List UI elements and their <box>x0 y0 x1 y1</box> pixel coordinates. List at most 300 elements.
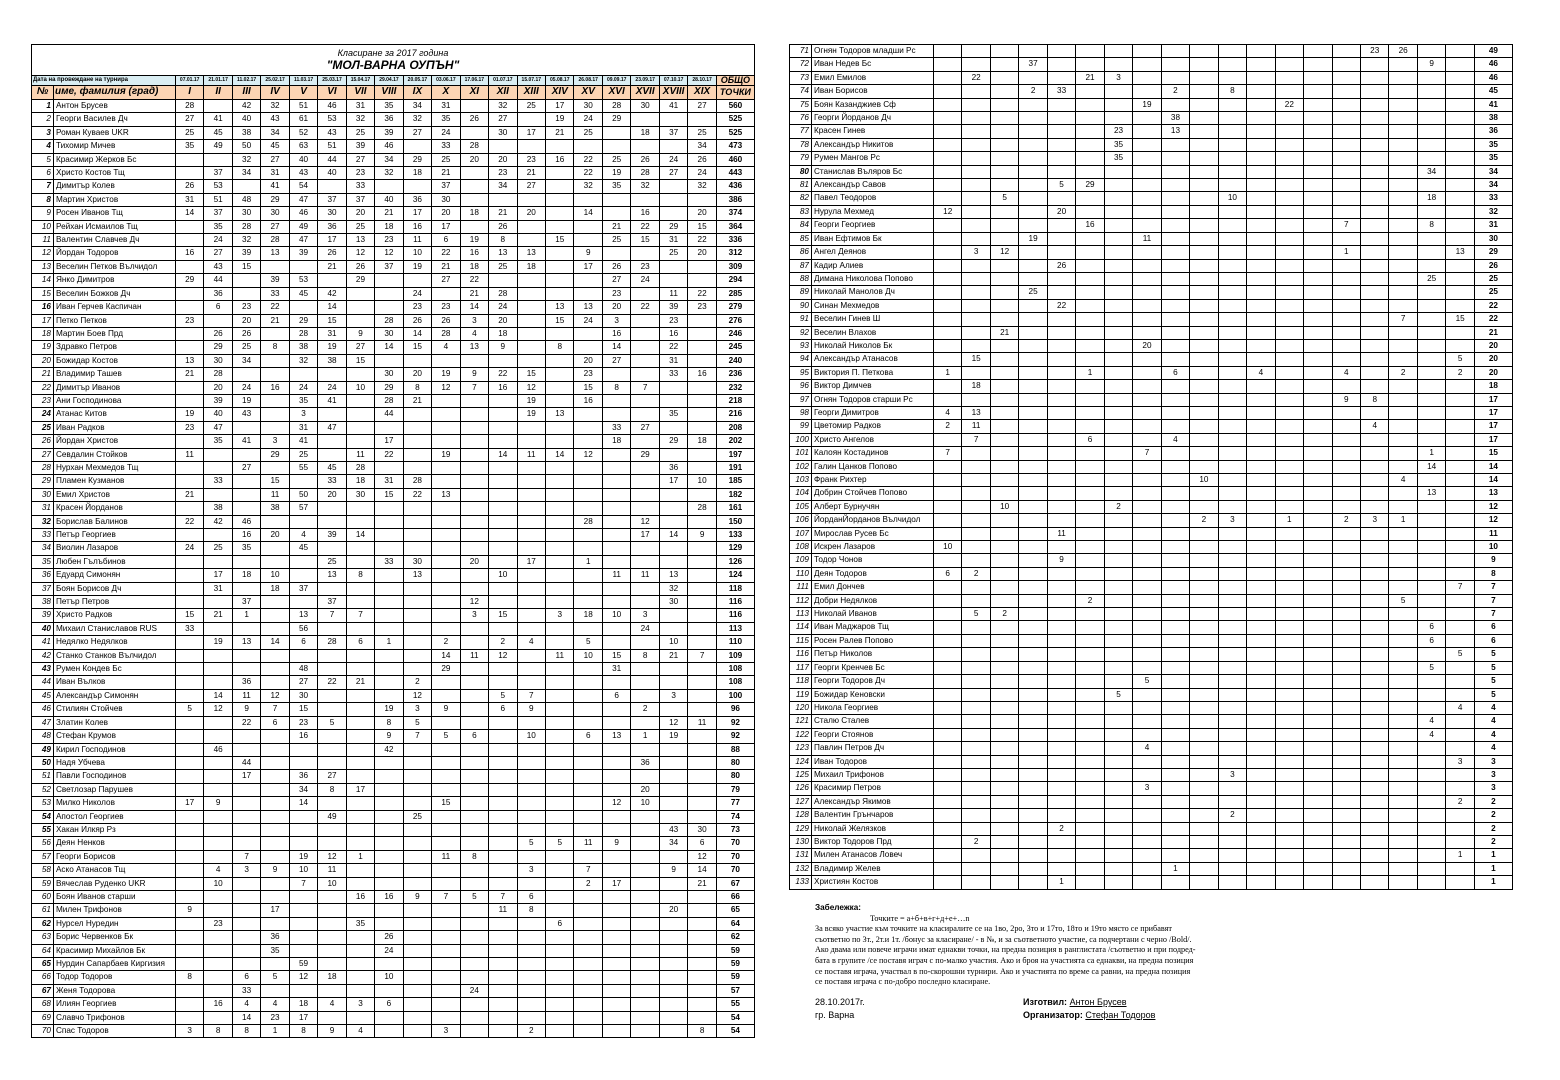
round-points <box>574 743 602 756</box>
round-points <box>602 904 630 917</box>
round-points: 22 <box>1275 98 1303 111</box>
round-points <box>1275 755 1303 768</box>
round-points <box>1133 715 1161 728</box>
round-points <box>1190 286 1218 299</box>
round-points <box>1247 219 1275 232</box>
round-points <box>1019 406 1047 419</box>
round-points <box>1161 755 1189 768</box>
row-number: 129 <box>790 822 812 835</box>
total-points: 74 <box>716 810 754 823</box>
round-points <box>962 393 990 406</box>
round-points <box>990 406 1018 419</box>
table-row <box>32 904 755 917</box>
table-row <box>790 219 1513 232</box>
round-points <box>962 755 990 768</box>
row-number: 110 <box>790 567 812 580</box>
round-points <box>546 569 574 582</box>
round-points: 6 <box>688 837 716 850</box>
round-points <box>546 394 574 407</box>
round-points <box>1076 554 1104 567</box>
row-number: 104 <box>790 487 812 500</box>
round-points: 41 <box>232 435 260 448</box>
round-points: 28 <box>432 327 460 340</box>
round-points: 19 <box>318 341 346 354</box>
round-points <box>1019 715 1047 728</box>
round-points <box>1275 648 1303 661</box>
round-points: 14 <box>375 341 403 354</box>
round-points <box>1247 688 1275 701</box>
round-points <box>1104 393 1132 406</box>
row-number: 8 <box>32 193 54 206</box>
round-header: IX <box>403 86 431 100</box>
round-points: 12 <box>489 649 517 662</box>
round-points <box>517 810 545 823</box>
row-number: 24 <box>32 408 54 421</box>
round-points <box>1247 862 1275 875</box>
round-points <box>517 274 545 287</box>
round-points <box>1161 339 1189 352</box>
round-points: 12 <box>990 246 1018 259</box>
round-points <box>1076 527 1104 540</box>
round-points: 40 <box>318 167 346 180</box>
round-points <box>375 864 403 877</box>
total-points: 336 <box>716 234 754 247</box>
round-points <box>232 287 260 300</box>
round-points <box>318 582 346 595</box>
round-points: 39 <box>261 274 289 287</box>
round-points <box>1104 661 1132 674</box>
round-points <box>1417 701 1445 714</box>
round-points: 37 <box>1019 58 1047 71</box>
round-points <box>688 663 716 676</box>
round-points <box>1161 514 1189 527</box>
round-points: 22 <box>659 341 687 354</box>
round-points <box>1047 420 1075 433</box>
round-points: 50 <box>232 140 260 153</box>
row-number: 109 <box>790 554 812 567</box>
round-points: 23 <box>659 314 687 327</box>
round-points <box>688 193 716 206</box>
round-points <box>403 542 431 555</box>
table-row <box>32 582 755 595</box>
round-points <box>517 850 545 863</box>
round-points <box>933 112 961 125</box>
round-points <box>1218 567 1246 580</box>
round-points <box>933 71 961 84</box>
round-points <box>962 554 990 567</box>
round-points <box>346 864 374 877</box>
round-points <box>602 931 630 944</box>
round-points <box>631 917 659 930</box>
round-points <box>232 448 260 461</box>
player-name: Георги Георгиев <box>811 219 933 232</box>
round-points <box>659 140 687 153</box>
round-points <box>688 944 716 957</box>
round-points <box>990 876 1018 889</box>
round-points <box>1133 152 1161 165</box>
table-row <box>32 515 755 528</box>
round-points <box>631 984 659 997</box>
round-points <box>261 461 289 474</box>
round-points <box>1304 474 1332 487</box>
round-points: 23 <box>1104 125 1132 138</box>
round-points <box>289 944 317 957</box>
round-points: 18 <box>261 582 289 595</box>
round-points <box>375 274 403 287</box>
round-points <box>574 823 602 836</box>
round-points <box>517 314 545 327</box>
row-number: 7 <box>32 180 54 193</box>
round-points <box>261 743 289 756</box>
round-points <box>990 219 1018 232</box>
table-row <box>790 447 1513 460</box>
row-number: 113 <box>790 608 812 621</box>
round-points <box>1304 876 1332 889</box>
round-points: 25 <box>659 247 687 260</box>
row-number: 101 <box>790 447 812 460</box>
round-points <box>1275 809 1303 822</box>
round-points <box>1190 98 1218 111</box>
round-points <box>962 594 990 607</box>
round-points <box>1104 648 1132 661</box>
round-points: 41 <box>261 180 289 193</box>
round-points <box>1047 742 1075 755</box>
round-points <box>962 768 990 781</box>
round-points: 18 <box>962 380 990 393</box>
round-points <box>990 715 1018 728</box>
round-points: 49 <box>289 220 317 233</box>
total-points: 279 <box>716 301 754 314</box>
round-points <box>1275 219 1303 232</box>
round-points: 33 <box>261 287 289 300</box>
round-points <box>990 353 1018 366</box>
round-points <box>232 555 260 568</box>
round-points: 11 <box>318 864 346 877</box>
round-points: 15 <box>375 488 403 501</box>
round-points <box>375 649 403 662</box>
round-points <box>602 783 630 796</box>
round-points <box>1275 474 1303 487</box>
total-points: 46 <box>1474 71 1512 84</box>
round-points <box>1076 688 1104 701</box>
row-number: 102 <box>790 460 812 473</box>
player-name: Нурула Мехмед <box>811 205 933 218</box>
round-points: 41 <box>659 100 687 113</box>
round-points <box>1019 353 1047 366</box>
round-points <box>631 394 659 407</box>
row-number: 66 <box>32 971 54 984</box>
round-points <box>688 461 716 474</box>
round-points <box>1190 246 1218 259</box>
round-points <box>489 931 517 944</box>
round-points <box>1133 313 1161 326</box>
table-row <box>32 984 755 997</box>
round-points: 9 <box>489 341 517 354</box>
round-points <box>375 756 403 769</box>
round-points: 3 <box>175 1025 203 1038</box>
round-points: 2 <box>990 608 1018 621</box>
round-points <box>1161 675 1189 688</box>
round-points <box>574 783 602 796</box>
round-points <box>602 596 630 609</box>
round-points <box>1076 621 1104 634</box>
total-points: 4 <box>1474 715 1512 728</box>
round-points <box>1019 433 1047 446</box>
round-points <box>631 971 659 984</box>
round-points: 20 <box>489 314 517 327</box>
round-points <box>1190 648 1218 661</box>
round-points <box>1190 313 1218 326</box>
round-points: 11 <box>261 488 289 501</box>
round-points <box>1218 634 1246 647</box>
round-points: 15 <box>489 609 517 622</box>
round-points <box>990 782 1018 795</box>
round-points <box>232 958 260 971</box>
round-points <box>1332 299 1360 312</box>
round-points: 15 <box>962 353 990 366</box>
round-points <box>1417 339 1445 352</box>
table-row <box>32 663 755 676</box>
round-points <box>1446 125 1474 138</box>
round-points: 15 <box>1446 313 1474 326</box>
round-points: 2 <box>1076 594 1104 607</box>
round-points <box>1247 58 1275 71</box>
round-points <box>1275 835 1303 848</box>
round-points <box>318 502 346 515</box>
round-points: 15 <box>517 368 545 381</box>
round-points: 27 <box>289 676 317 689</box>
round-points <box>933 259 961 272</box>
round-points <box>1360 876 1388 889</box>
round-points <box>1304 219 1332 232</box>
round-points <box>659 917 687 930</box>
round-points <box>1446 98 1474 111</box>
round-points <box>1247 205 1275 218</box>
round-points <box>659 622 687 635</box>
round-points <box>1076 246 1104 259</box>
total-points: 236 <box>716 368 754 381</box>
round-points: 5 <box>318 716 346 729</box>
table-row <box>790 205 1513 218</box>
total-points: 54 <box>716 1011 754 1024</box>
round-points <box>1304 742 1332 755</box>
round-points: 12 <box>289 971 317 984</box>
round-points: 7 <box>460 381 488 394</box>
round-points <box>962 98 990 111</box>
round-points: 12 <box>432 381 460 394</box>
round-points <box>659 421 687 434</box>
round-points <box>1360 701 1388 714</box>
total-points: 59 <box>716 971 754 984</box>
round-points <box>432 287 460 300</box>
round-points <box>933 272 961 285</box>
round-points: 30 <box>375 368 403 381</box>
round-points <box>1247 339 1275 352</box>
round-points <box>346 408 374 421</box>
round-points <box>1047 500 1075 513</box>
round-points <box>1218 447 1246 460</box>
table-row <box>32 475 755 488</box>
round-points: 27 <box>688 100 716 113</box>
round-points <box>1304 420 1332 433</box>
round-points <box>175 663 203 676</box>
round-points <box>631 636 659 649</box>
round-points <box>1360 353 1388 366</box>
round-points <box>1161 608 1189 621</box>
round-points <box>962 500 990 513</box>
round-points: 6 <box>517 890 545 903</box>
round-points <box>1332 152 1360 165</box>
round-points <box>688 542 716 555</box>
total-points: 41 <box>1474 98 1512 111</box>
round-points <box>261 394 289 407</box>
round-points <box>933 192 961 205</box>
round-points <box>602 984 630 997</box>
round-points <box>1275 299 1303 312</box>
round-points: 29 <box>289 314 317 327</box>
round-points: 35 <box>289 394 317 407</box>
round-points <box>403 622 431 635</box>
round-points: 30 <box>346 488 374 501</box>
round-points <box>1389 715 1417 728</box>
round-points <box>460 823 488 836</box>
round-points <box>631 958 659 971</box>
total-points: 67 <box>716 877 754 890</box>
round-points: 26 <box>460 113 488 126</box>
round-points <box>574 998 602 1011</box>
round-points <box>1047 835 1075 848</box>
round-points <box>1275 554 1303 567</box>
round-points <box>318 180 346 193</box>
round-points: 31 <box>318 327 346 340</box>
round-points <box>574 274 602 287</box>
round-points <box>517 354 545 367</box>
round-points: 3 <box>1104 71 1132 84</box>
round-points: 12 <box>318 850 346 863</box>
player-name: Нурхан Мехмедов Тщ <box>53 461 175 474</box>
round-points <box>933 179 961 192</box>
round-points: 9 <box>204 797 232 810</box>
round-points <box>489 193 517 206</box>
round-points <box>460 770 488 783</box>
round-points <box>1389 393 1417 406</box>
table-row <box>32 314 755 327</box>
round-points <box>346 502 374 515</box>
round-points <box>346 730 374 743</box>
round-points <box>1047 862 1075 875</box>
round-points <box>990 648 1018 661</box>
round-points <box>1446 474 1474 487</box>
round-points <box>261 850 289 863</box>
round-points <box>1161 581 1189 594</box>
round-points <box>1417 755 1445 768</box>
round-points <box>1417 259 1445 272</box>
round-points <box>1190 112 1218 125</box>
round-points <box>460 167 488 180</box>
round-points: 6 <box>375 998 403 1011</box>
round-points <box>1417 500 1445 513</box>
total-points: 17 <box>1474 406 1512 419</box>
round-points <box>1218 474 1246 487</box>
round-points: 9 <box>175 904 203 917</box>
round-points: 17 <box>175 797 203 810</box>
round-points <box>1019 246 1047 259</box>
round-points <box>1218 500 1246 513</box>
round-points <box>1247 675 1275 688</box>
round-points <box>1104 581 1132 594</box>
round-points <box>1332 433 1360 446</box>
round-points <box>688 582 716 595</box>
table-row <box>32 676 755 689</box>
round-points <box>1161 809 1189 822</box>
round-points <box>1133 179 1161 192</box>
row-number: 63 <box>32 931 54 944</box>
player-name: Георги Борисов <box>53 850 175 863</box>
total-points: 116 <box>716 609 754 622</box>
round-points <box>1076 701 1104 714</box>
round-points <box>1389 567 1417 580</box>
round-points <box>1133 608 1161 621</box>
player-name: Боян Иванов старши <box>53 890 175 903</box>
round-points <box>1133 500 1161 513</box>
round-points <box>318 649 346 662</box>
player-name: Веселин Гинев Ш <box>811 313 933 326</box>
row-number: 16 <box>32 301 54 314</box>
total-points: 79 <box>716 783 754 796</box>
table-row <box>790 366 1513 379</box>
round-points: 4 <box>204 864 232 877</box>
round-points <box>1076 742 1104 755</box>
round-points <box>460 421 488 434</box>
round-points <box>460 917 488 930</box>
round-points: 42 <box>318 287 346 300</box>
total-points: 6 <box>1474 634 1512 647</box>
round-points: 10 <box>631 797 659 810</box>
round-points: 11 <box>346 448 374 461</box>
round-points <box>1161 715 1189 728</box>
round-points <box>1218 246 1246 259</box>
round-points: 6 <box>1161 366 1189 379</box>
round-points: 14 <box>460 301 488 314</box>
row-number: 21 <box>32 368 54 381</box>
round-points <box>517 917 545 930</box>
round-points <box>933 45 961 58</box>
round-points <box>1275 286 1303 299</box>
round-points <box>1104 246 1132 259</box>
row-number: 90 <box>790 299 812 312</box>
round-points <box>990 447 1018 460</box>
round-points <box>1076 232 1104 245</box>
round-points <box>1247 634 1275 647</box>
round-points <box>460 408 488 421</box>
round-points <box>346 314 374 327</box>
round-points: 25 <box>346 126 374 139</box>
round-points <box>990 675 1018 688</box>
round-points <box>602 756 630 769</box>
round-points <box>232 810 260 823</box>
round-points <box>175 890 203 903</box>
round-points: 15 <box>688 220 716 233</box>
round-points <box>1389 849 1417 862</box>
round-points <box>1190 259 1218 272</box>
round-points: 34 <box>688 140 716 153</box>
round-points <box>517 944 545 957</box>
round-points: 13 <box>962 406 990 419</box>
round-points <box>546 850 574 863</box>
row-number: 89 <box>790 286 812 299</box>
row-number: 3 <box>32 126 54 139</box>
round-points <box>375 569 403 582</box>
